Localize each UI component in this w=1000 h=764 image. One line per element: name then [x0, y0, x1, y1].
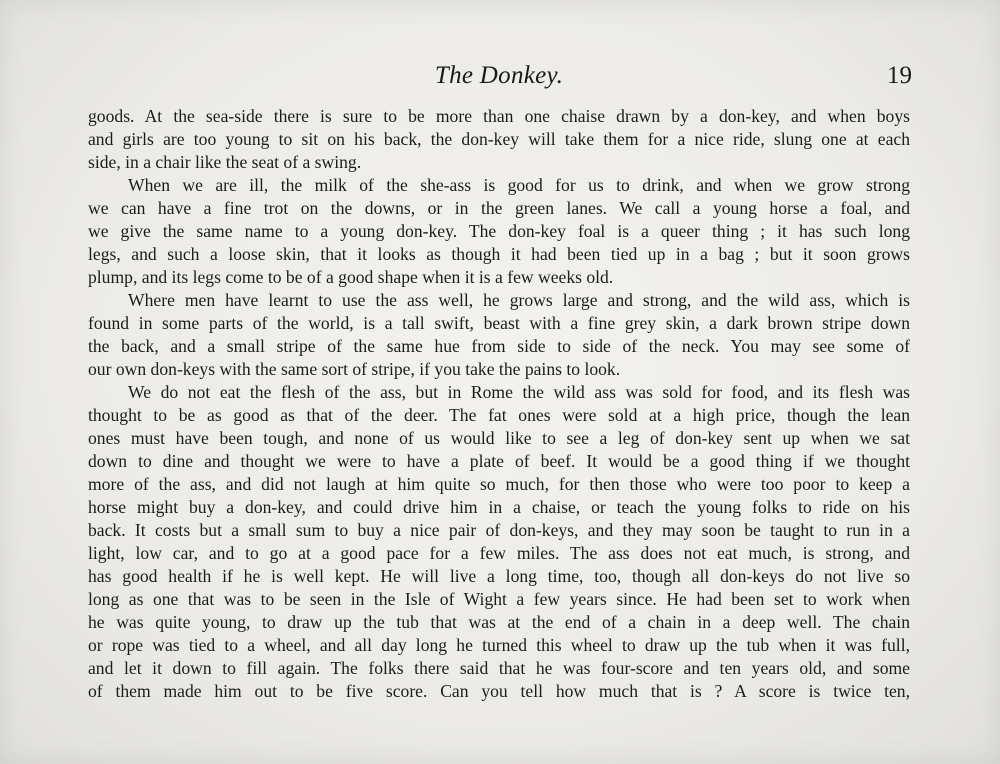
- text-line: our own don-keys with the same sort of stripe, if you take the pains to look.: [88, 359, 621, 379]
- text-line: We do not eat the flesh of the ass, but in Rome the wild ass was sold for food, and its flesh was: [128, 382, 910, 402]
- text-line: ones must have been tough, and none of us would like to see a leg of don-key sent up when we sat: [88, 428, 910, 448]
- text-line: we give the same name to a young don-key. The don-key foal is a queer thing ; it has such long: [88, 221, 910, 241]
- text-line: of them made him out to be five score. Can you tell how much that is ? A score is twice ten,: [88, 681, 910, 701]
- text-line: When we are ill, the milk of the she-ass is good for us to drink, and when we grow strong: [128, 175, 910, 195]
- text-line: legs, and such a loose skin, that it looks as though it had been tied up in a bag ; but it soon grows: [88, 244, 910, 264]
- text-line: Where men have learnt to use the ass well, he grows large and strong, and the wild ass, which is: [128, 290, 910, 310]
- running-title: The Donkey.: [434, 62, 564, 89]
- text-line: side, in a chair like the seat of a swing.: [88, 152, 362, 172]
- text-line: back. It costs but a small sum to buy a nice pair of don-keys, and they may soon be taught to run in a: [88, 520, 910, 540]
- page-header: [88, 62, 910, 98]
- text-line: found in some parts of the world, is a tall swift, beast with a fine grey skin, a dark brown stripe down: [88, 313, 910, 333]
- body-text: [88, 105, 910, 703]
- text-line: and let it down to fill again. The folks there said that he was four-score and ten years old, and some: [88, 658, 910, 678]
- text-line: down to dine and thought we were to have a plate of beef. It would be a good thing if we thought: [88, 451, 910, 471]
- text-line: we can have a fine trot on the downs, or in the green lanes. We call a young horse a foal, and: [88, 198, 910, 218]
- text-line: light, low car, and to go at a good pace for a few miles. The ass does not eat much, is strong, and: [88, 543, 910, 563]
- text-line: has good health if he is well kept. He will live a long time, too, though all don-keys do not live so: [88, 566, 910, 586]
- text-line: and girls are too young to sit on his back, the don-key will take them for a nice ride, slung one at each: [88, 129, 910, 149]
- text-line: the back, and a small stripe of the same hue from side to side of the neck. You may see some of: [88, 336, 910, 356]
- text-line: long as one that was to be seen in the Isle of Wight a few years since. He had been set to work when: [88, 589, 910, 609]
- text-line: or rope was tied to a wheel, and all day long he turned this wheel to draw up the tub when it was full,: [88, 635, 910, 655]
- text-line: he was quite young, to draw up the tub that was at the end of a chain in a deep well. The chain: [88, 612, 910, 632]
- text-line: horse might buy a don-key, and could drive him in a chaise, or teach the young folks to ride on his: [88, 497, 910, 517]
- text-line: thought to be as good as that of the deer. The fat ones were sold at a high price, though the lean: [88, 405, 910, 425]
- text-line: goods. At the sea-side there is sure to be more than one chaise drawn by a don-key, and when boys: [88, 106, 910, 126]
- page-number: 19: [887, 62, 912, 89]
- text-line: more of the ass, and did not laugh at him quite so much, for then those who were too poor to keep a: [88, 474, 910, 494]
- text-line: plump, and its legs come to be of a good shape when it is a few weeks old.: [88, 267, 614, 287]
